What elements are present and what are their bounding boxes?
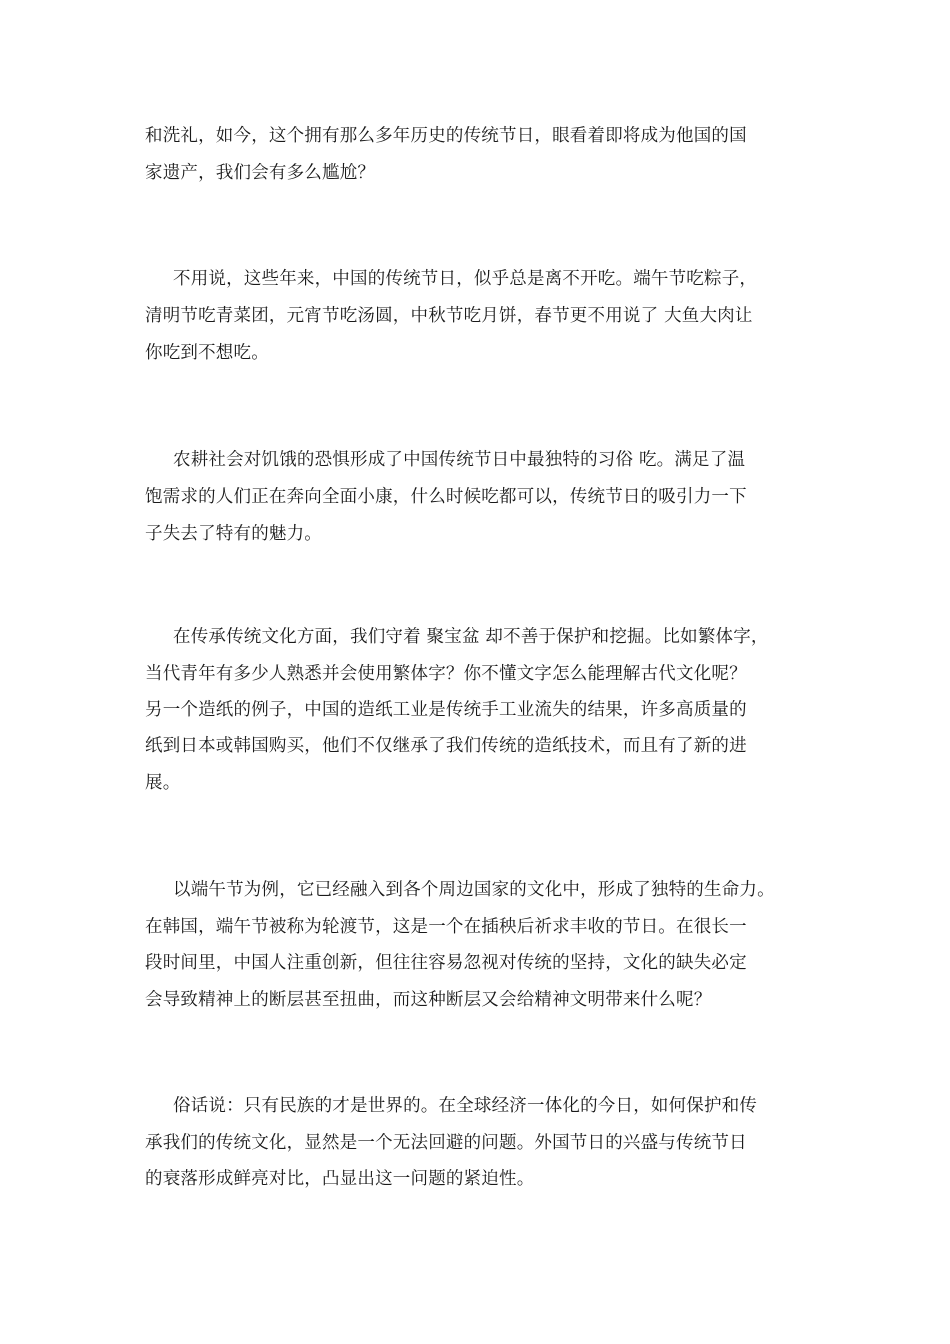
text-line: 不用说，这些年来，中国的传统节日，似乎总是离不开吃。端午节吃粽子， [173,269,758,289]
text-line: 清明节吃青菜团，元宵节吃汤圆，中秋节吃月饼，春节更不用说了 大鱼大肉让 [145,306,753,326]
text-line: 另一个造纸的例子，中国的造纸工业是传统手工业流失的结果，许多高质量的 [145,700,747,720]
text-line: 饱需求的人们正在奔向全面小康，什么时候吃都可以，传统节日的吸引力一下 [145,487,747,507]
text-line: 会导致精神上的断层甚至扭曲，而这种断层又会给精神文明带来什么呢？ [145,990,712,1010]
text-line: 在韩国，端午节被称为轮渡节，这是一个在插秧后祈求丰收的节日。在很长一 [145,917,747,937]
text-line: 子失去了特有的魅力。 [145,524,322,544]
text-line: 俗话说：只有民族的才是世界的。在全球经济一体化的今日，如何保护和传 [173,1096,758,1116]
text-line: 和洗礼，如今，这个拥有那么多年历史的传统节日，眼看着即将成为他国的国 [145,126,747,146]
text-line: 展。 [145,773,181,793]
text-line: 纸到日本或韩国购买，他们不仅继承了我们传统的造纸技术，而且有了新的进 [145,736,747,756]
text-line: 承我们的传统文化，显然是一个无法回避的问题。外国节日的兴盛与传统节日 [145,1133,747,1153]
text-line: 以端午节为例，它已经融入到各个周边国家的文化中，形成了独特的生命力。 [173,880,775,900]
text-line: 农耕社会对饥饿的恐惧形成了中国传统节日中最独特的习俗 吃。满足了温 [173,450,746,470]
text-line: 的衰落形成鲜亮对比，凸显出这一问题的紧迫性。 [145,1169,535,1189]
text-line: 家遗产，我们会有多么尴尬？ [145,163,376,183]
text-line: 段时间里，中国人注重创新，但往往容易忽视对传统的坚持，文化的缺失必定 [145,953,747,973]
text-line: 当代青年有多少人熟悉并会使用繁体字？你不懂文字怎么能理解古代文化呢？ [145,664,747,684]
text-line: 在传承传统文化方面，我们守着 聚宝盆 却不善于保护和挖掘。比如繁体字， [173,627,769,647]
text-line: 你吃到不想吃。 [145,343,269,363]
